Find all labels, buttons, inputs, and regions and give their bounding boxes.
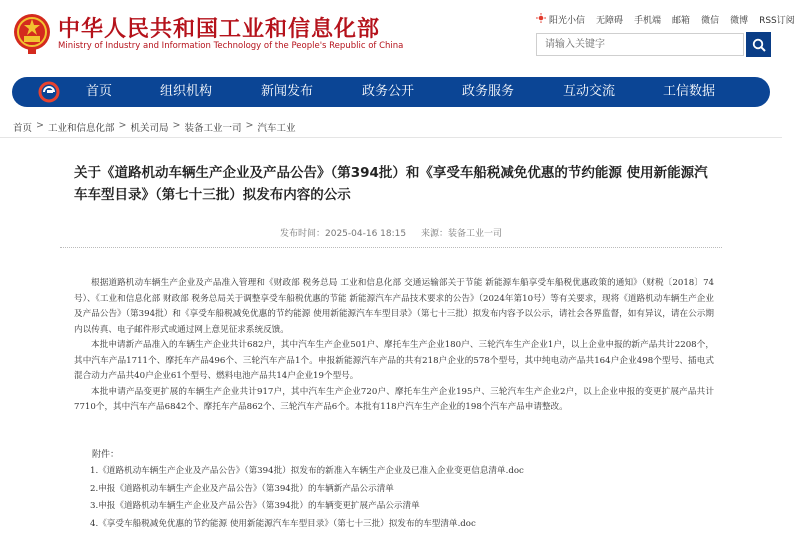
breadcrumb-item[interactable]: 汽车工业 xyxy=(257,120,295,134)
breadcrumb-separator: > xyxy=(36,120,44,134)
breadcrumb-separator: > xyxy=(245,120,253,134)
nav-item-news[interactable]: 新闻发布 xyxy=(261,77,313,107)
site-title[interactable]: 中华人民共和国工业和信息化部 xyxy=(58,12,380,43)
meta-divider xyxy=(60,247,722,248)
top-link-weibo[interactable]: 微博 xyxy=(730,13,748,26)
article-paragraph: 本批申请产品变更扩展的车辆生产企业共计917户，其中汽车生产企业720户、摩托车生产企业195户、三轮汽车生产企业2户，以上企业申报的变更扩展产品共计7710个，其中汽车产品6842个、摩托车产品862个、三轮汽车产品6个。本批有118户汽车生产企业的198个汽车产品申请整改。 xyxy=(74,385,714,416)
nav-item-home[interactable]: 首页 xyxy=(86,77,112,107)
breadcrumb-item[interactable]: 机关司局 xyxy=(130,120,168,134)
breadcrumb-separator: > xyxy=(172,120,180,134)
attachments-heading: 附件： xyxy=(92,447,119,460)
breadcrumb xyxy=(13,120,295,134)
breadcrumb-divider xyxy=(0,137,782,138)
attachment-link[interactable]: 1.《道路机动车辆生产企业及产品公告》（第394批）拟发布的新准入车辆生产企业及已准入企业变更信息清单.doc xyxy=(90,463,710,481)
nav-logo-icon[interactable] xyxy=(38,81,60,103)
article-body xyxy=(74,276,714,416)
top-link-mail[interactable]: 邮箱 xyxy=(672,13,690,26)
site-subtitle: Ministry of Industry and Information Technology of the People's Republic of China xyxy=(58,41,403,51)
breadcrumb-item[interactable]: 工业和信息化部 xyxy=(48,120,115,134)
sun-icon xyxy=(536,13,546,23)
attachment-link[interactable]: 3.申报《道路机动车辆生产企业及产品公告》（第394批）的车辆变更扩展产品公示清单 xyxy=(90,498,710,516)
search-button[interactable] xyxy=(746,32,771,57)
nav-item-services[interactable]: 政务服务 xyxy=(462,77,514,107)
article-paragraph: 根据道路机动车辆生产企业及产品准入管理和《财政部 税务总局 工业和信息化部 交通运输部关于节能 新能源车船享受车船税优惠政策的通知》（财税〔2018〕74号）、《工业和信息化部 财政部 税务总局关于调整享受车船税优惠的节能 新能源汽车产品技术要求的公告》（2024年第10号）等有关要求，现将《道路机动车辆生产企业及产品公告》（第394批）和《享受车船税减免优惠的节约能源 使用新能源汽车车型目录》（第七十三批）拟发布内容予以公示，请社会各界监督，如有异议，请在公示期内以传真、电子邮件形式或通过网上意见征求系统反馈。 xyxy=(74,276,714,338)
breadcrumb-item[interactable]: 首页 xyxy=(13,120,32,134)
nav-item-interaction[interactable]: 互动交流 xyxy=(563,77,615,107)
site-header xyxy=(0,0,782,72)
nav-item-organization[interactable]: 组织机构 xyxy=(160,77,212,107)
attachment-link[interactable]: 4.《享受车船税减免优惠的节约能源 使用新能源汽车车型目录》（第七十三批）拟发布的车型清单.doc xyxy=(90,516,710,533)
nav-item-public-affairs[interactable]: 政务公开 xyxy=(362,77,414,107)
article-paragraph: 本批申请新产品准入的车辆生产企业共计682户，其中汽车生产企业501户、摩托车生产企业180户、三轮汽车生产企业1户，以上企业申报的新产品共计2208个，其中汽车产品1711个、摩托车产品496个、三轮汽车产品1个。申报新能源汽车产品的共有218户企业的578个型号，其中纯电动产品共164户企业498个型号、插电式混合动力产品共40户企业61个型号、燃料电池产品共14户企业19个型号。 xyxy=(74,338,714,385)
article-title: 关于《道路机动车辆生产企业及产品公告》（第394批）和《享受车船税减免优惠的节约能源 使用新能源汽车车型目录》（第七十三批）拟发布内容的公示 xyxy=(74,162,714,206)
top-link-mobile[interactable]: 手机端 xyxy=(634,13,661,26)
attachment-link[interactable]: 2.申报《道路机动车辆生产企业及产品公告》（第394批）的车辆新产品公示清单 xyxy=(90,481,710,499)
publish-date: 发布时间：2025-04-16 18:15 xyxy=(280,229,406,239)
search-input[interactable] xyxy=(536,33,744,56)
top-link-sunshine[interactable] xyxy=(536,13,585,26)
top-link-rss[interactable]: RSS订阅 xyxy=(759,13,795,26)
top-link-accessibility[interactable]: 无障碍 xyxy=(596,13,623,26)
article-meta xyxy=(0,226,782,239)
top-link-wechat[interactable]: 微信 xyxy=(701,13,719,26)
national-emblem-icon[interactable] xyxy=(12,11,52,55)
attachments-list xyxy=(90,463,710,533)
top-links xyxy=(536,12,795,26)
main-nav xyxy=(12,77,770,107)
breadcrumb-item[interactable]: 装备工业一司 xyxy=(184,120,241,134)
breadcrumb-separator: > xyxy=(119,120,127,134)
article-source: 来源：装备工业一司 xyxy=(421,229,502,239)
top-link-label: 阳光小信 xyxy=(549,16,585,26)
search-icon xyxy=(752,38,766,52)
nav-item-data[interactable]: 工信数据 xyxy=(663,77,715,107)
